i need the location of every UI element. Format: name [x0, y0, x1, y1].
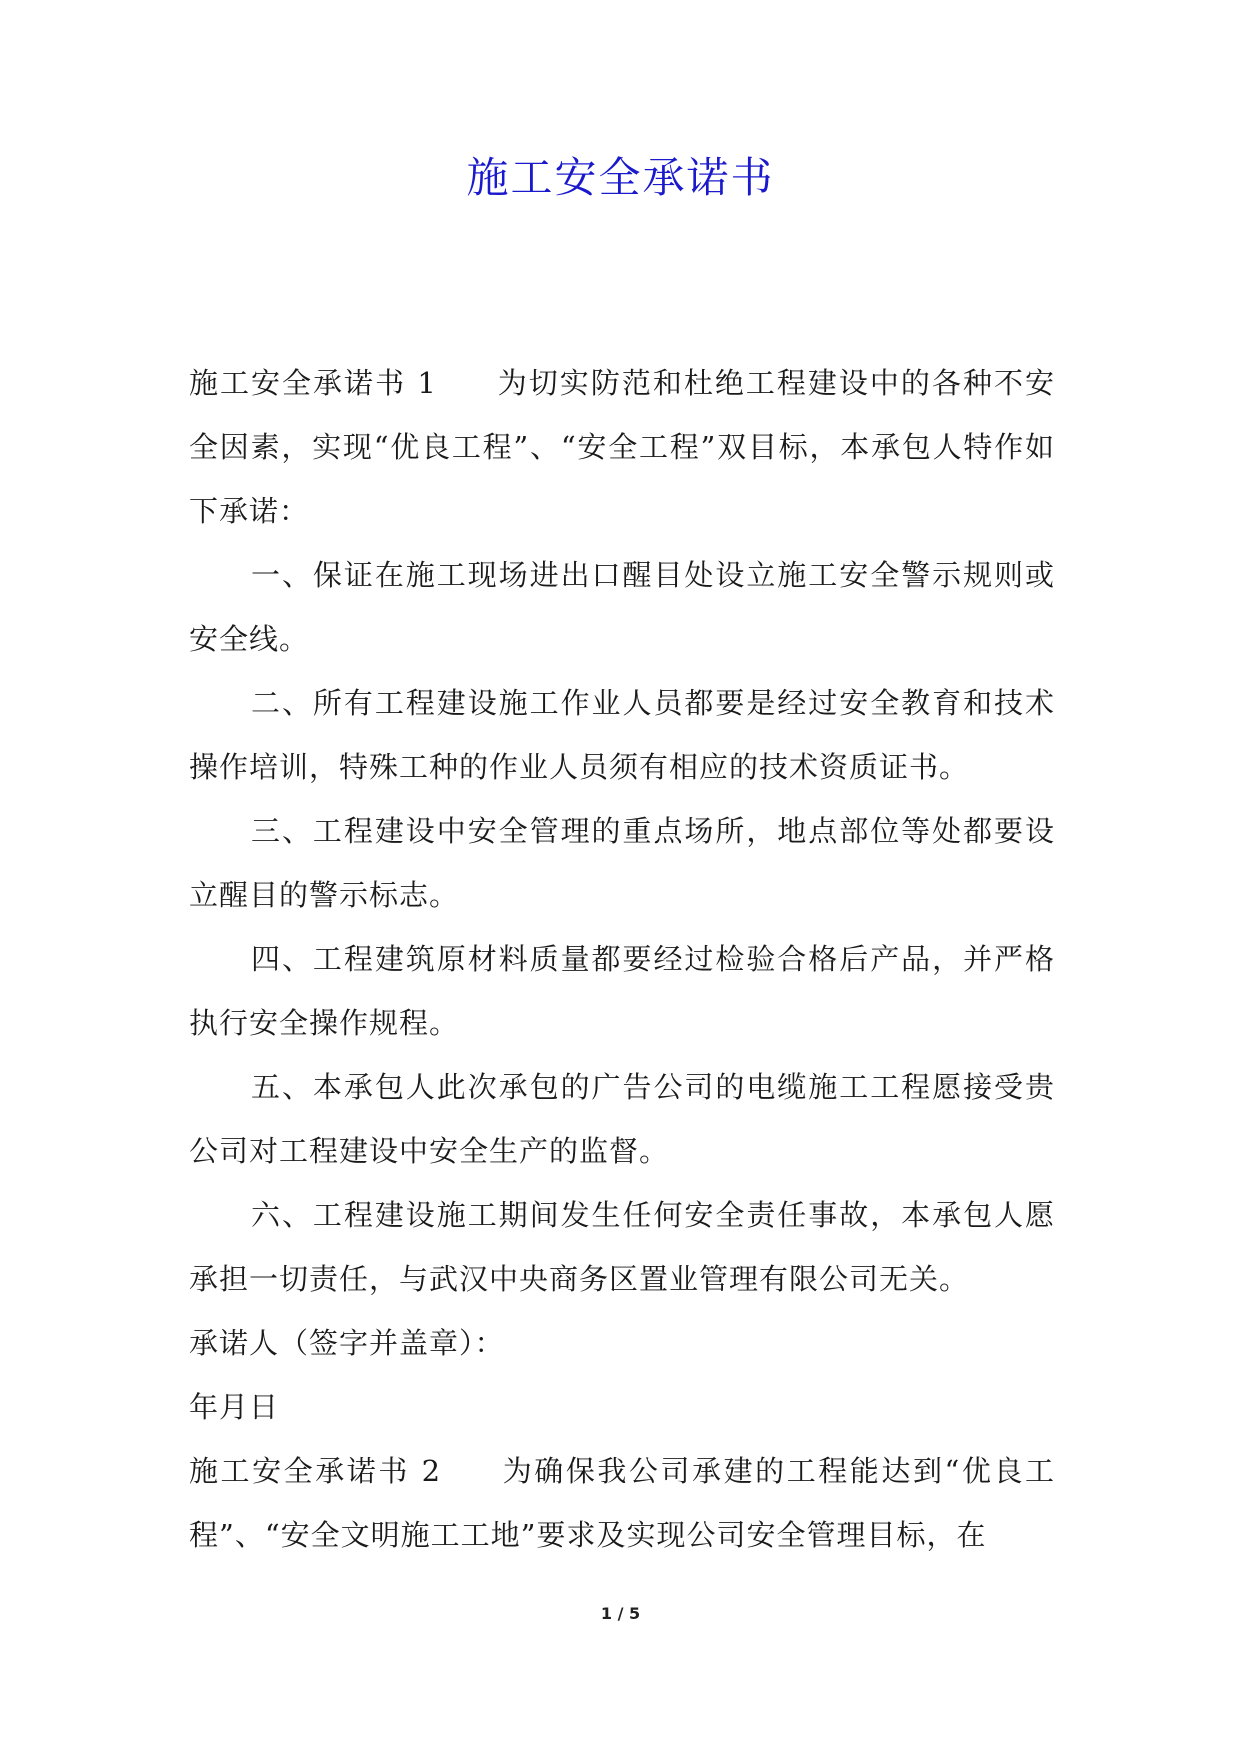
commitment-item-6: 六、工程建设施工期间发生任何安全责任事故，本承包人愿承担一切责任，与武汉中央商务区置业管理有限公司无关。: [189, 1198, 1055, 1296]
commitment-item-1: 一、保证在施工现场进出口醒目处设立施工安全警示规则或安全线。: [189, 558, 1055, 656]
section1-heading: 施工安全承诺书 1: [189, 366, 437, 400]
commitment-item-3: 三、工程建设中安全管理的重点场所，地点部位等处都要设立醒目的警示标志。: [189, 814, 1055, 912]
commitment-item-2: 二、所有工程建设施工作业人员都要是经过安全教育和技术操作培训，特殊工种的作业人员须有相应的技术资质证书。: [189, 686, 1055, 784]
signature-line: 承诺人（签字并盖章）：: [189, 1326, 505, 1360]
section1-paragraph: [189, 351, 1055, 543]
section1-intro: 为切实防范和杜绝工程建设中的各种不安全因素，实现“优良工程”、“安全工程”双目标，本承包人特作如下承诺：: [189, 366, 1055, 528]
date-line: 年月日: [189, 1390, 280, 1424]
section2-paragraph: [189, 1439, 1055, 1567]
document-title: 施工安全承诺书: [466, 153, 775, 202]
page-number: 1 / 5: [600, 1604, 641, 1623]
commitment-item-5: 五、本承包人此次承包的广告公司的电缆施工工程愿接受贵公司对工程建设中安全生产的监督。: [189, 1070, 1055, 1168]
document-body: [189, 351, 1055, 1567]
commitment-item-4: 四、工程建筑原材料质量都要经过检验合格后产品，并严格执行安全操作规程。: [189, 942, 1055, 1040]
section2-intro: 为确保我公司承建的工程能达到“优良工程”、“安全文明施工工地”要求及实现公司安全管理目标，在: [189, 1454, 1056, 1552]
section2-heading: 施工安全承诺书 2: [189, 1454, 442, 1488]
